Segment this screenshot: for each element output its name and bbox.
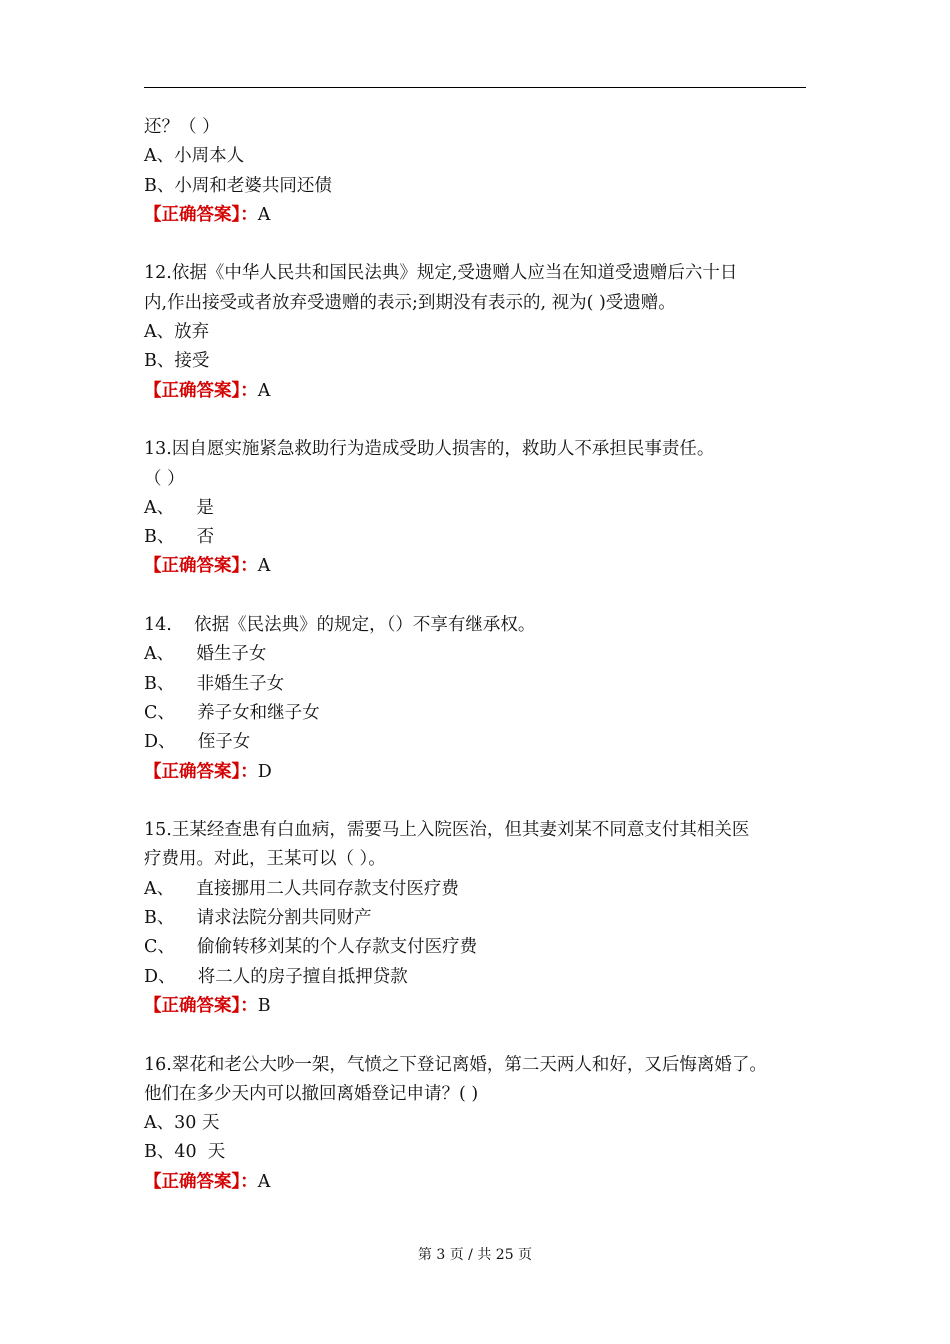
question-text: 他们在多少天内可以撤回离婚登记申请？( ) bbox=[144, 1083, 479, 1104]
answer-option: A、 直接挪用二人共同存款支付医疗费 bbox=[144, 878, 459, 899]
answer-option: C、 养子女和继子女 bbox=[144, 702, 320, 723]
correct-answer-label: 【正确答案】： bbox=[144, 761, 258, 782]
question-text: 14. 依据《民法典》的规定，（）不享有继承权。 bbox=[144, 615, 536, 636]
correct-answer-value: D bbox=[257, 761, 272, 782]
correct-answer bbox=[144, 992, 816, 1021]
question-block bbox=[144, 259, 816, 435]
answer-option: A、小周本人 bbox=[144, 146, 245, 167]
correct-answer bbox=[144, 758, 816, 787]
correct-answer-label: 【正确答案】： bbox=[144, 380, 258, 401]
answer-option: C、 偷偷转移刘某的个人存款支付医疗费 bbox=[144, 937, 478, 958]
correct-answer-value: B bbox=[257, 995, 271, 1016]
block-spacer bbox=[144, 406, 816, 435]
question-list bbox=[144, 113, 816, 1197]
question-text: 16.翠花和老公大吵一架，气愤之下登记离婚，第二天两人和好，又后悔离婚了。 bbox=[144, 1054, 767, 1075]
answer-option: B、40 天 bbox=[144, 1142, 226, 1163]
question-block bbox=[144, 1051, 816, 1197]
question-text: 15.王某经查患有白血病，需要马上入院医治，但其妻刘某不同意支付其相关医 bbox=[144, 820, 750, 841]
correct-answer bbox=[144, 201, 816, 230]
answer-option: A、30 天 bbox=[144, 1113, 220, 1134]
question-text: （ ） bbox=[144, 468, 185, 489]
question-block bbox=[144, 113, 816, 259]
answer-option: A、 是 bbox=[144, 497, 214, 518]
correct-answer-value: A bbox=[257, 204, 271, 225]
question-text: 12.依据《中华人民共和国民法典》规定,受遗赠人应当在知道受遗赠后六十日 bbox=[144, 263, 738, 284]
question-block bbox=[144, 816, 816, 1050]
answer-option: D、 侄子女 bbox=[144, 732, 251, 753]
page-footer: 第 3 页 / 共 25 页 bbox=[417, 1247, 533, 1263]
answer-option: B、小周和老婆共同还债 bbox=[144, 175, 332, 196]
answer-option: A、放弃 bbox=[144, 322, 210, 343]
correct-answer bbox=[144, 377, 816, 406]
question-text: 疗费用。对此，王某可以（ ）。 bbox=[144, 849, 386, 870]
block-spacer bbox=[144, 582, 816, 611]
answer-option: B、接受 bbox=[144, 351, 210, 372]
correct-answer-value: A bbox=[257, 380, 271, 401]
correct-answer-label: 【正确答案】： bbox=[144, 204, 258, 225]
answer-option: B、 请求法院分割共同财产 bbox=[144, 908, 372, 929]
question-block bbox=[144, 611, 816, 816]
correct-answer-value: A bbox=[257, 1171, 271, 1192]
answer-option: B、 否 bbox=[144, 527, 215, 548]
correct-answer-label: 【正确答案】： bbox=[144, 556, 258, 577]
block-spacer bbox=[144, 1021, 816, 1050]
question-text: 还？（ ） bbox=[144, 117, 220, 137]
correct-answer bbox=[144, 1168, 816, 1197]
answer-option: B、 非婚生子女 bbox=[144, 673, 285, 694]
question-text: 内,作出接受或者放弃受遗赠的表示;到期没有表示的, 视为( )受遗赠。 bbox=[144, 292, 676, 313]
correct-answer-value: A bbox=[257, 556, 271, 577]
block-spacer bbox=[144, 230, 816, 259]
block-spacer bbox=[144, 787, 816, 816]
correct-answer-label: 【正确答案】： bbox=[144, 1171, 258, 1192]
header-rule bbox=[144, 87, 806, 88]
correct-answer-label: 【正确答案】： bbox=[144, 995, 258, 1016]
answer-option: A、 婚生子女 bbox=[144, 644, 267, 665]
answer-option: D、 将二人的房子擅自抵押贷款 bbox=[144, 966, 408, 987]
correct-answer bbox=[144, 552, 816, 581]
question-text: 13.因自愿实施紧急救助行为造成受助人损害的，救助人不承担民事责任。 bbox=[144, 439, 715, 460]
question-block bbox=[144, 435, 816, 611]
